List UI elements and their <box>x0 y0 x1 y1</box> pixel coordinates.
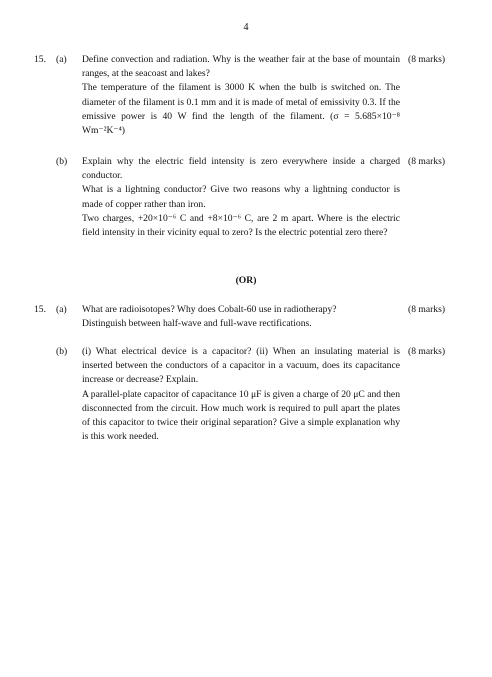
page-number: 4 <box>243 22 249 33</box>
question-paragraph: A parallel-plate capacitor of capacitance 10 μF is given a charge of 20 μC and then disconnected from the circuit. How much work is required to pull apart the plates of this capacitor to twice their original separation? Give a simple explanation why is this work needed. <box>82 388 400 443</box>
question-part: (a) <box>56 304 67 315</box>
marks-label: (8 marks) <box>408 304 446 315</box>
question-paragraph: The temperature of the filament is 3000 K when the bulb is switched on. The diameter of the filament is 0.1 mm and it is made of metal of emissivity 0.3. If the emissive power is 40 W find the length of the filament. (σ = 5.685×10⁻⁸ Wm⁻²K⁻⁴) <box>82 82 400 137</box>
question-text <box>82 53 400 138</box>
marks-label: (8 marks) <box>408 156 446 167</box>
question-paragraph: Explain why the electric field intensity is zero everywhere inside a charged conductor. <box>82 156 400 182</box>
question-number: 15. <box>34 54 46 65</box>
question-paragraph: Two charges, +20×10⁻⁶ C and +8×10⁻⁶ C, are 2 m apart. Where is the electric field intensity in their vicinity equal to zero? Is the electric potential zero there? <box>82 212 400 239</box>
question-part: (b) <box>56 346 68 357</box>
question-paragraph: What are radioisotopes? Why does Cobalt-60 use in radiotherapy? <box>82 304 337 315</box>
or-separator: (OR) <box>235 275 257 286</box>
question-paragraph: What is a lightning conductor? Give two reasons why a lightning conductor is made of copper rather than iron. <box>82 184 400 210</box>
question-part: (b) <box>56 156 68 167</box>
question-paragraph: (i) What electrical device is a capacitor? (ii) When an insulating material is inserted between the conductors of a capacitor in a vacuum, does its capacitance increase or decrease? Explain. <box>82 346 400 386</box>
question-paragraph: Define convection and radiation. Why is the weather fair at the base of mountain ranges, at the seacoast and lakes? <box>82 54 400 80</box>
question-part: (a) <box>56 54 67 65</box>
marks-label: (8 marks) <box>408 346 446 357</box>
marks-label: (8 marks) <box>408 54 446 65</box>
question-number: 15. <box>34 304 46 315</box>
question-text <box>82 155 400 240</box>
question-text <box>82 345 400 444</box>
question-text <box>82 303 400 331</box>
question-paragraph: Distinguish between half-wave and full-wave rectifications. <box>82 318 312 330</box>
